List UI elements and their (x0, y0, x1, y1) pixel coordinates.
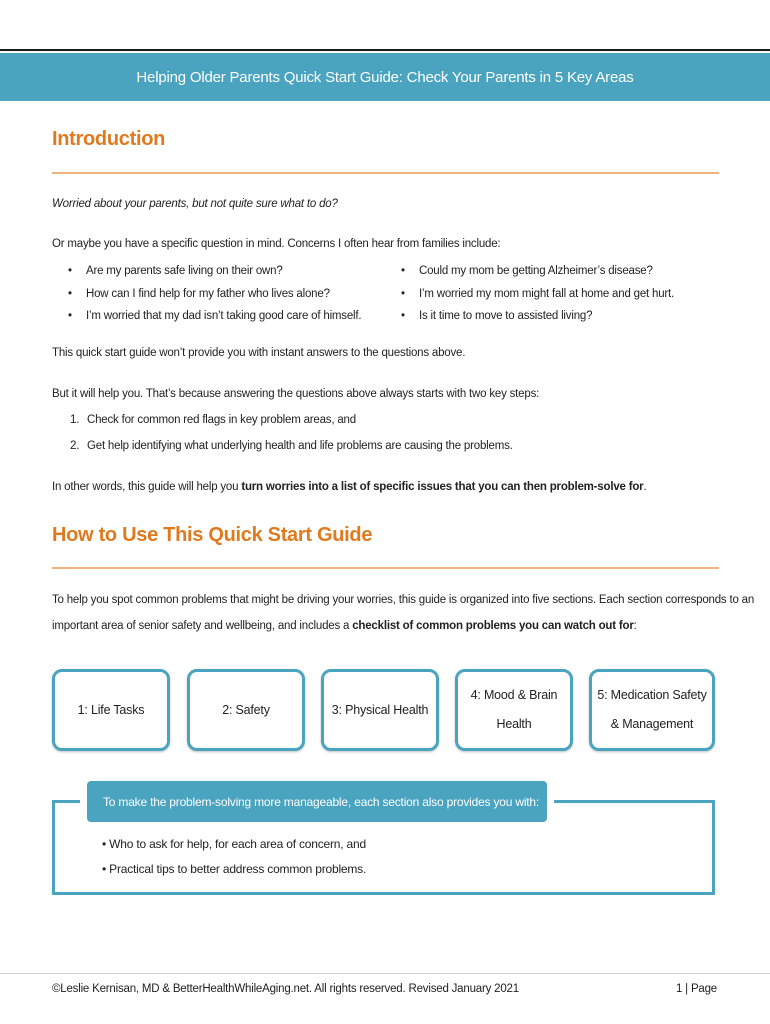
bullet-icon: • (68, 265, 72, 277)
bullet-icon: • (68, 310, 72, 322)
banner-title: Helping Older Parents Quick Start Guide: Check Your Parents in 5 Key Areas (136, 68, 634, 86)
list-item: • I’m worried my mom might fall at home and get hurt. (401, 288, 675, 300)
intro-no-answers: This quick start guide won’t provide you with instant answers to the questions above. (52, 347, 466, 359)
numbered-item: 2. Get help identifying what underlying health and life problems are causing the problems. (70, 440, 513, 452)
bullet-icon: • (401, 310, 405, 322)
intro-rule (52, 172, 719, 174)
section-card-life-tasks: 1: Life Tasks (52, 669, 170, 751)
howto-heading: How to Use This Quick Start Guide (52, 524, 373, 546)
bullet-icon: • (68, 288, 72, 300)
footer-rule (0, 973, 770, 974)
section-card-physical-health: 3: Physical Health (321, 669, 439, 751)
list-item: • Are my parents safe living on their own? (68, 265, 283, 277)
footer-copyright: ©Leslie Kernisan, MD & BetterHealthWhileAging.net. All rights reserved. Revised January 2021 (52, 983, 519, 995)
howto-rule (52, 567, 719, 569)
numbered-item: 1. Check for common red flags in key problem areas, and (70, 414, 356, 426)
top-rule (0, 49, 770, 51)
list-item: • Practical tips to better address common problems. (102, 862, 367, 876)
list-item: • Who to ask for help, for each area of concern, and (102, 837, 366, 851)
callout-banner (87, 781, 547, 822)
footer-page-number: 1 | Page (675, 983, 717, 995)
list-item: • Is it time to move to assisted living? (401, 310, 593, 322)
intro-summary: In other words, this guide will help you turn worries into a list of specific issues that you can then problem-solve for. (52, 481, 647, 493)
section-card-medication: 5: Medication Safety & Management (589, 669, 715, 751)
intro-two-steps: But it will help you. That’s because answering the questions above always starts with two key steps: (52, 388, 540, 400)
bullet-icon: • (401, 288, 405, 300)
list-item: • I’m worried that my dad isn’t taking good care of himself. (68, 310, 362, 322)
title-banner (0, 53, 770, 101)
list-item: • How can I find help for my father who lives alone? (68, 288, 330, 300)
howto-line-1: To help you spot common problems that might be driving your worries, this guide is organized into five sections. Each section corresponds to an (52, 594, 755, 606)
intro-heading: Introduction (52, 128, 166, 150)
intro-question: Worried about your parents, but not quite sure what to do? (52, 198, 338, 210)
howto-line-2: important area of senior safety and wellbeing, and includes a checklist of common problems you can watch out for: (52, 620, 637, 632)
section-card-safety: 2: Safety (187, 669, 305, 751)
callout-text: To make the problem-solving more manageable, each section also provides you with: (103, 794, 540, 809)
section-card-mood-brain: 4: Mood & Brain Health (455, 669, 573, 751)
bullet-icon: • (401, 265, 405, 277)
list-item: • Could my mom be getting Alzheimer’s disease? (401, 265, 653, 277)
intro-lead: Or maybe you have a specific question in mind. Concerns I often hear from families include: (52, 238, 501, 250)
